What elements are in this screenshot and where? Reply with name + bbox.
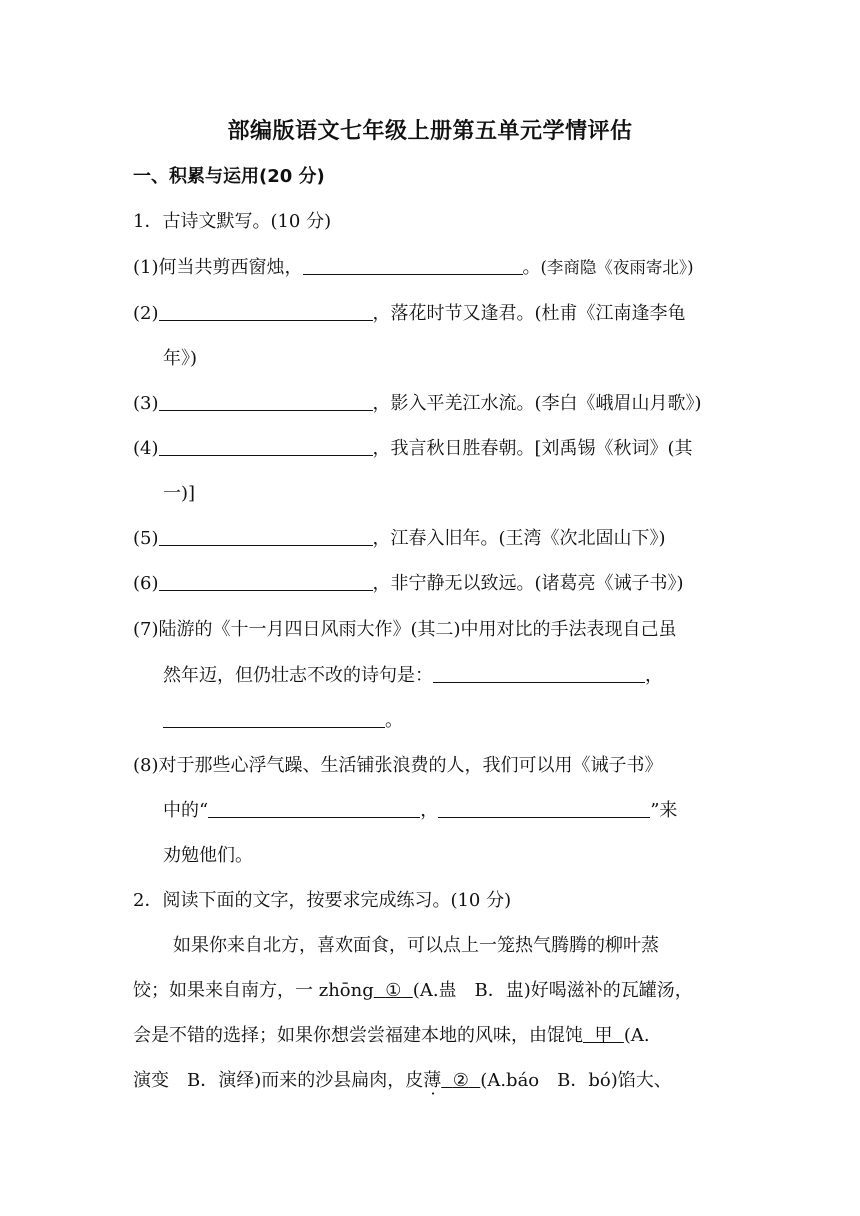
- answer-blank[interactable]: [208, 799, 420, 818]
- answer-blank[interactable]: [159, 572, 373, 591]
- blank-marker[interactable]: [583, 1025, 624, 1046]
- page-title: 部编版语文七年级上册第五单元学情评估: [227, 119, 633, 144]
- question-1-item-7: (7)陆游的《十一月四日风雨大作》(其二)中用对比的手法表现自己虽: [133, 619, 677, 640]
- blank-marker[interactable]: [374, 980, 413, 1001]
- passage-text: 饺；如果来自南方，一 zhōng: [133, 980, 374, 1001]
- question-1-item-8-line-3: 劝勉他们。: [163, 845, 253, 866]
- item-number: (5): [133, 528, 159, 549]
- passage-line-1: 如果你来自北方，喜欢面食，可以点上一笼热气腾腾的柳叶蒸: [173, 935, 659, 956]
- item-text: ，影入平羌江水流。(李白《峨眉山月歌》): [372, 393, 702, 414]
- item-text: 。: [385, 710, 403, 731]
- item-number: (3): [133, 393, 159, 414]
- question-1-item-4: [133, 434, 733, 460]
- item-text: ，落花时节又逢君。(杜甫《江南逢李龟: [372, 303, 686, 324]
- item-number: (4): [133, 438, 159, 459]
- answer-blank[interactable]: [163, 709, 385, 728]
- item-text: 中的“: [163, 800, 209, 821]
- question-1-item-6: [133, 569, 733, 595]
- item-text: 。: [522, 257, 541, 278]
- passage-text: (A.báo B．bó)馅大、: [480, 1070, 672, 1091]
- blank-label: ①: [385, 980, 402, 1001]
- question-1-item-5: [133, 524, 733, 550]
- item-text: ，: [645, 665, 663, 686]
- question-1-item-8: (8)对于那些心浮气躁、生活铺张浪费的人，我们可以用《诫子书》: [133, 755, 663, 776]
- question-1-item-2-cont: 年》): [163, 348, 198, 369]
- blank-label: 甲: [594, 1025, 613, 1046]
- passage-text: 会是不错的选择；如果你想尝尝福建本地的风味，由馄饨: [133, 1025, 583, 1046]
- blank-marker[interactable]: [441, 1070, 480, 1091]
- answer-blank[interactable]: [303, 256, 523, 275]
- item-text: ，非宁静无以致远。(诸葛亮《诫子书》): [372, 573, 684, 594]
- answer-blank[interactable]: [433, 664, 645, 683]
- question-1-item-7-line-3: [163, 706, 733, 732]
- question-1-item-2: [133, 299, 733, 325]
- answer-blank[interactable]: [159, 437, 373, 456]
- item-text: (1)何当共剪西窗烛，: [133, 257, 303, 278]
- emphasis-char: 薄: [423, 1070, 442, 1091]
- passage-text: 演变 B．演绎)而来的沙县扁肉，皮: [133, 1070, 424, 1091]
- item-text: 然年迈，但仍壮志不改的诗句是：: [163, 665, 433, 686]
- question-1-item-7-line-2: [163, 661, 733, 687]
- blank-label: ②: [452, 1070, 469, 1091]
- item-text: ，江春入旧年。(王湾《次北固山下》): [372, 528, 666, 549]
- passage-line-3: [133, 1021, 743, 1047]
- question-1-item-4-cont: 一)]: [163, 483, 196, 504]
- question-1-item-3: [133, 389, 733, 415]
- item-text: ，: [420, 800, 439, 821]
- answer-blank[interactable]: [438, 799, 650, 818]
- question-1-item-8-line-2: [163, 796, 733, 822]
- answer-blank[interactable]: [159, 527, 373, 546]
- item-text: ”来: [650, 800, 678, 821]
- answer-blank[interactable]: [159, 392, 373, 411]
- passage-text: (A.: [623, 1025, 650, 1046]
- passage-line-2: [133, 976, 743, 1002]
- question-1-stem: 1．古诗文默写。(10 分): [133, 211, 332, 232]
- item-number: (6): [133, 573, 159, 594]
- question-2-stem: 2．阅读下面的文字，按要求完成练习。(10 分): [133, 890, 512, 911]
- passage-line-4: [133, 1066, 743, 1092]
- answer-blank[interactable]: [159, 302, 373, 321]
- item-text: ，我言秋日胜春朝。[刘禹锡《秋词》(其: [372, 438, 693, 459]
- source-note: (李商隐《夜雨寄北》): [540, 258, 694, 277]
- section-heading: 一、积累与运用(20 分): [133, 166, 325, 187]
- passage-text: (A.蛊 B．盅)好喝滋补的瓦罐汤，: [412, 980, 693, 1001]
- item-number: (2): [133, 303, 159, 324]
- question-1-item-1: [133, 253, 733, 279]
